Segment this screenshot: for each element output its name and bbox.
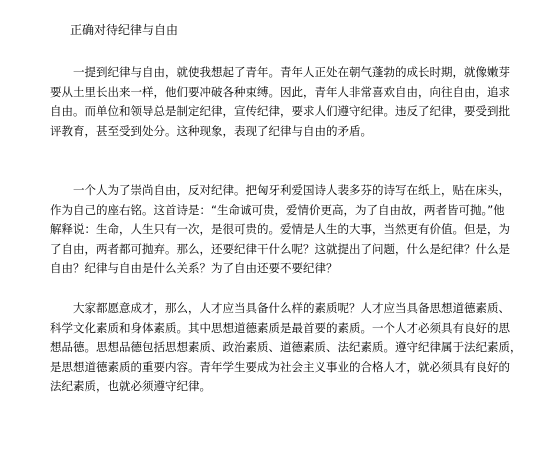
paragraph-line: 评教育，甚至受到处分。这种现象，表现了纪律与自由的矛盾。 — [50, 123, 372, 138]
paragraph-1 — [50, 63, 535, 141]
paragraph-2 — [50, 181, 535, 279]
paragraph-line: 一个人为了崇尚自由，反对纪律。把匈牙利爱国诗人裴多芬的诗写在纸上，贴在床头， — [73, 183, 510, 197]
paragraph-line: 要从土里长出来一样，他们要冲破各种束缚。因此，青年人非常喜欢自由，向往自由，追求 — [50, 84, 510, 99]
paragraph-line: 解释说：生命，人生只有一次，是很可贵的。爱情是人生的大事，当然更有价值。但是，为 — [50, 222, 510, 236]
paragraph-line: 作为自己的座右铭。这首诗是：“生命诚可贵，爱情价更高，为了自由故，两者皆可抛。”他 — [50, 202, 505, 217]
document-title: 正确对待纪律与自由 — [70, 23, 179, 37]
paragraph-3 — [50, 299, 535, 397]
paragraph-line: 自由？纪律与自由是什么关系？为了自由还要不要纪律？ — [50, 261, 338, 275]
paragraph-line: 想品德。思想品德包括思想素质、政治素质、道德素质、法纪素质。遵守纪律属于法纪素质， — [50, 340, 522, 354]
paragraph-line: 大家都愿意成才，那么，人才应当具备什么样的素质呢？人才应当具备思想道德素质、 — [73, 301, 510, 315]
paragraph-line: 一提到纪律与自由，就使我想起了青年。青年人正处在朝气蓬勃的成长时期，就像嫩芽 — [73, 65, 510, 79]
paragraph-line: 了自由，两者都可抛弃。那么，还要纪律干什么呢？这就提出了问题，什么是纪律？什么是 — [50, 241, 510, 256]
paragraph-line: 科学文化素质和身体素质。其中思想道德素质是最首要的素质。一个人才必须具有良好的思 — [50, 320, 510, 335]
paragraph-line: 自由。而单位和领导总是制定纪律，宣传纪律，要求人们遵守纪律。违反了纪律，要受到批 — [50, 104, 510, 118]
paragraph-line: 是思想道德素质的重要内容。青年学生要成为社会主义事业的合格人才，就必须具有良好的 — [50, 359, 510, 374]
paragraph-line: 法纪素质，也就必须遵守纪律。 — [50, 379, 211, 393]
